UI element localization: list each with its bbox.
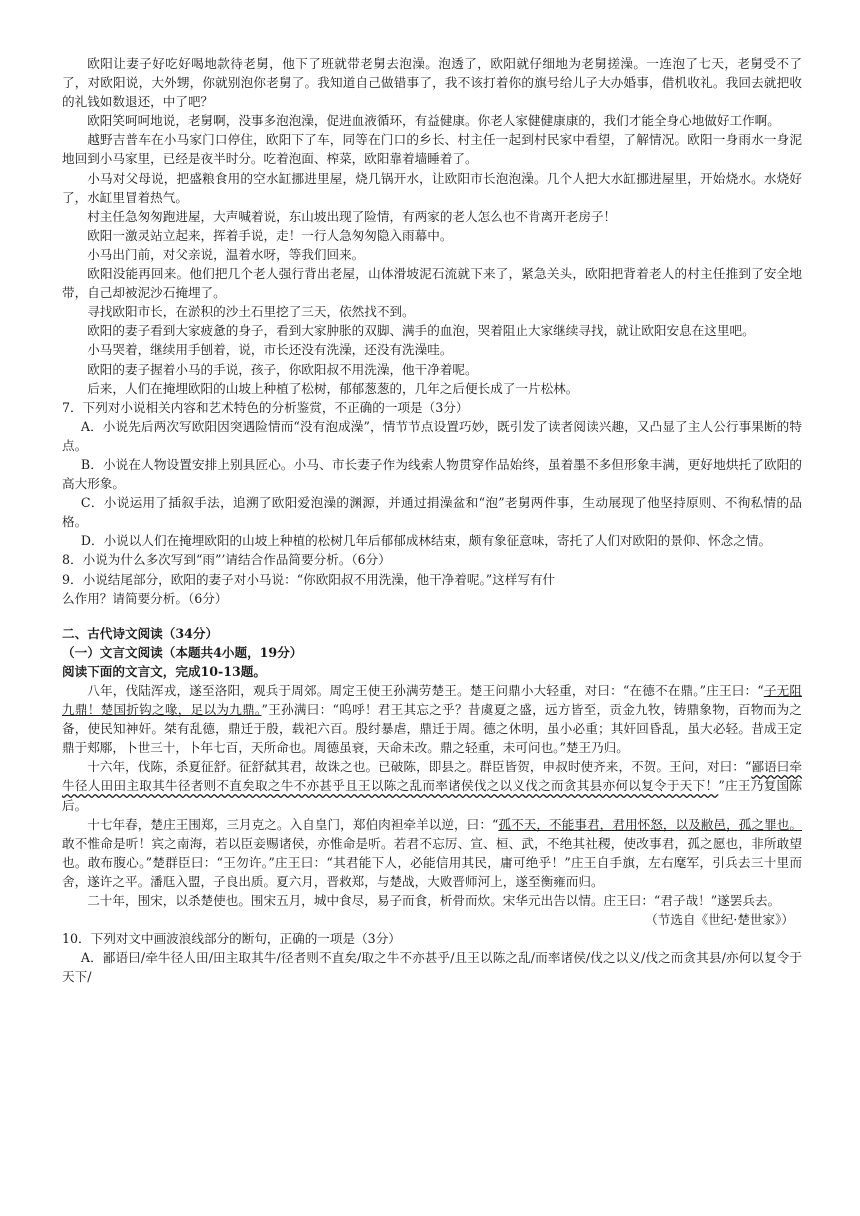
story-paragraph: 欧阳没能再回来。他们把几个老人强行背出老屋，山体滑坡泥石流就下来了，紧急关头，欧阳把背着老人的村主任推到了安全地带，自己却被泥沙石掩埋了。 <box>62 266 802 301</box>
underlined-sentence: 子无阻九鼎！楚国折钩之喙，足以为九鼎。 <box>62 683 803 718</box>
text-run: 八年，伐陆浑戎，遂至洛阳，观兵于周郊。周定王使王孙满劳楚王。楚王问鼎小大轻重，对曰：“在德不在鼎。”庄王曰：“ <box>87 683 764 698</box>
question-7-stem: 7．下列对小说相关内容和艺术特色的分析鉴赏，不正确的一项是（3分） <box>62 399 469 415</box>
story-paragraph: 小马出门前，对父亲说，温着水呀，等我们回来。 <box>87 246 365 262</box>
text-run: ”庄王乃复国陈后。 <box>62 778 802 813</box>
story-paragraph: 欧阳的妻子看到大家疲惫的身子，看到大家肿胀的双脚、满手的血泡，哭着阻止大家继续寻找，就让欧阳安息在这里吧。 <box>87 323 755 339</box>
section-instruction: 阅读下面的文言文，完成10-13题。 <box>62 663 266 679</box>
exam-page <box>62 54 802 987</box>
question-7-option-c: C．小说运用了插叙手法，追溯了欧阳爱泡澡的渊源，并通过捐澡盆和“泡”老舅两件事，生动展现了他坚持原则、不徇私情的品格。 <box>62 495 802 530</box>
question-7-option-b: B．小说在人物设置安排上别具匠心。小马、市长妻子作为线索人物贯穿作品始终，虽着墨不多但形象丰满，更好地烘托了欧阳的高大形象。 <box>62 456 802 492</box>
story-paragraph: 欧阳让妻子好吃好喝地款待老舅，他下了班就带老舅去泡澡。泡透了，欧阳就仔细地为老舅搓澡。一连泡了七天，老舅受不了了，对欧阳说，大外甥，你就别泡你老舅了。我知道自己做错事了，我不该打着你的旗号给儿子大办婚事，借机收礼。我回去就把收的礼钱如数退还，中了吧？ <box>62 56 802 110</box>
question-9-line2: 么作用？请简要分析。（6分） <box>62 590 228 606</box>
story-paragraph: 后来，人们在掩埋欧阳的山坡上种植了松树，郁郁葱葱的，几年之后便长成了一片松林。 <box>87 380 579 396</box>
story-paragraph: 寻找欧阳市长，在淤积的沙土石里挖了三天，依然找不到。 <box>87 304 415 320</box>
story-paragraph: 小马哭着，继续用手刨着，说，市长还没有洗澡，还没有洗澡哇。 <box>87 342 453 358</box>
story-paragraph: 越野吉普车在小马家门口停住，欧阳下了车，同等在门口的乡长、村主任一起到村民家中看望，了解情况。欧阳一身雨水一身泥地回到小马家里，已经是夜半时分。吃着泡面、榨菜，欧阳靠着墙睡着了。 <box>62 132 802 167</box>
section-subtitle: （一）文言文阅读（本题共4小题，19分） <box>62 644 303 660</box>
question-10-stem: 10．下列对文中画波浪线部分的断句，正确的一项是（3分） <box>62 931 401 947</box>
section-spacer <box>62 608 802 624</box>
question-10-option-a: A．鄙语曰/牵牛径人田/田主取其牛/径者则不直矣/取之牛不亦甚乎/且王以陈之乱/而率诸侯/伐之以义/伐之而贪其县/亦何以复令于天下/ <box>62 950 802 985</box>
text-run: 十六年，伐陈，杀夏征舒。征舒弑其君，故诛之也。已破陈，即县之。群臣皆贺，申叔时使齐来，不贺。王问，对曰：“ <box>87 759 752 775</box>
story-paragraph: 村主任急匆匆跑进屋，大声喊着说，东山坡出现了险情，有两家的老人怎么也不肯离开老房子！ <box>87 208 617 224</box>
source-citation: （节选自《世纪·楚世家》） <box>645 912 794 928</box>
question-8: 8．小说为什么多次写到“雨”’请结合作品简要分析。（6分） <box>62 552 391 568</box>
question-7-option-d: D．小说以人们在掩埋欧阳的山坡上种植的松树几年后郁郁成林结束，颇有象征意味，寄托了人们对欧阳的景仰、怀念之情。 <box>80 533 772 549</box>
underlined-sentence: 孤不天，不能事君，君用怀怒，以及敝邑，孤之罪也。 <box>498 816 802 832</box>
classical-paragraph-2 <box>62 757 802 814</box>
text-run: ”王孙满曰：“呜呼！君王其忘之乎？昔虞夏之盛，远方皆至，贡金九牧，铸鼎象物，百物而为之备，使民知神奸。桀有乱德，鼎迁于殷，载祀六百。殷纣暴虐，鼎迁于周。德之休明，虽小必重；其奸回昏乱，虽大必轻。昔成王定鼎于郏鄏，卜世三十，卜年七百，天所命也。周德虽衰，天命未改。鼎之轻重，未可问也。”楚王乃归。 <box>62 702 802 756</box>
classical-paragraph-4: 二十年，围宋，以杀楚使也。围宋五月，城中食尽，易子而食，析骨而炊。宋华元出告以情。庄王曰：“君子哉！”遂罢兵去。 <box>87 893 781 909</box>
text-run: 敢不惟命是听！宾之南海，若以臣妾赐诸侯，亦惟命是听。若君不忘厉、宣、桓、武，不绝其社稷，使改事君，孤之愿也，非所敢望也。敢布腹心。”楚群臣曰：“王勿许。”庄王曰：“其君能下人，必能信用其民，庸可绝乎！”庄王自手旗，左右麾军，引兵去三十里而舍，遂许之平。潘尫入盟，子良出质。夏六月，晋救郑，与楚战，大败晋师河上，遂至衡雍而归。 <box>62 835 802 889</box>
question-9-line1: 9．小说结尾部分，欧阳的妻子对小马说：“你欧阳叔不用洗澡，他干净着呢。”这样写有什 <box>62 571 556 587</box>
story-paragraph: 欧阳的妻子握着小马的手说，孩子，你欧阳叔不用洗澡，他干净着呢。 <box>87 361 478 377</box>
classical-paragraph-1 <box>62 681 802 757</box>
question-7-option-a: A．小说先后两次写欧阳因突遇险情而“没有泡成澡”，情节节点设置巧妙，既引发了读者阅读兴趣，又凸显了主人公行事果断的特点。 <box>62 418 802 453</box>
story-paragraph: 小马对父母说，把盛粮食用的空水缸挪进里屋，烧几锅开水，让欧阳市长泡泡澡。几个人把大水缸挪进屋里，开始烧水。水烧好了，水缸里冒着热气。 <box>62 170 802 205</box>
wavy-underlined-passage: 鄙语曰牵牛径人田田主取其牛径者则不直矣取之牛不亦甚乎且王以陈之乱而率诸侯伐之以义伐之而贪其县亦何以复令于天下！ <box>62 759 802 794</box>
classical-paragraph-3 <box>62 815 802 891</box>
story-paragraph: 欧阳一激灵站立起来，挥着手说，走！一行人急匆匆隐入雨幕中。 <box>87 227 453 243</box>
section-title: 二、古代诗文阅读（34分） <box>62 625 219 641</box>
story-paragraph: 欧阳笑呵呵地说，老舅啊，没事多泡泡澡，促进血液循环，有益健康。你老人家健健康康的，我们才能全身心地做好工作啊。 <box>87 113 780 129</box>
text-run: 十七年春，楚庄王围郑，三月克之。入自皇门，郑伯肉袒牵羊以逆，曰：“ <box>87 816 499 832</box>
